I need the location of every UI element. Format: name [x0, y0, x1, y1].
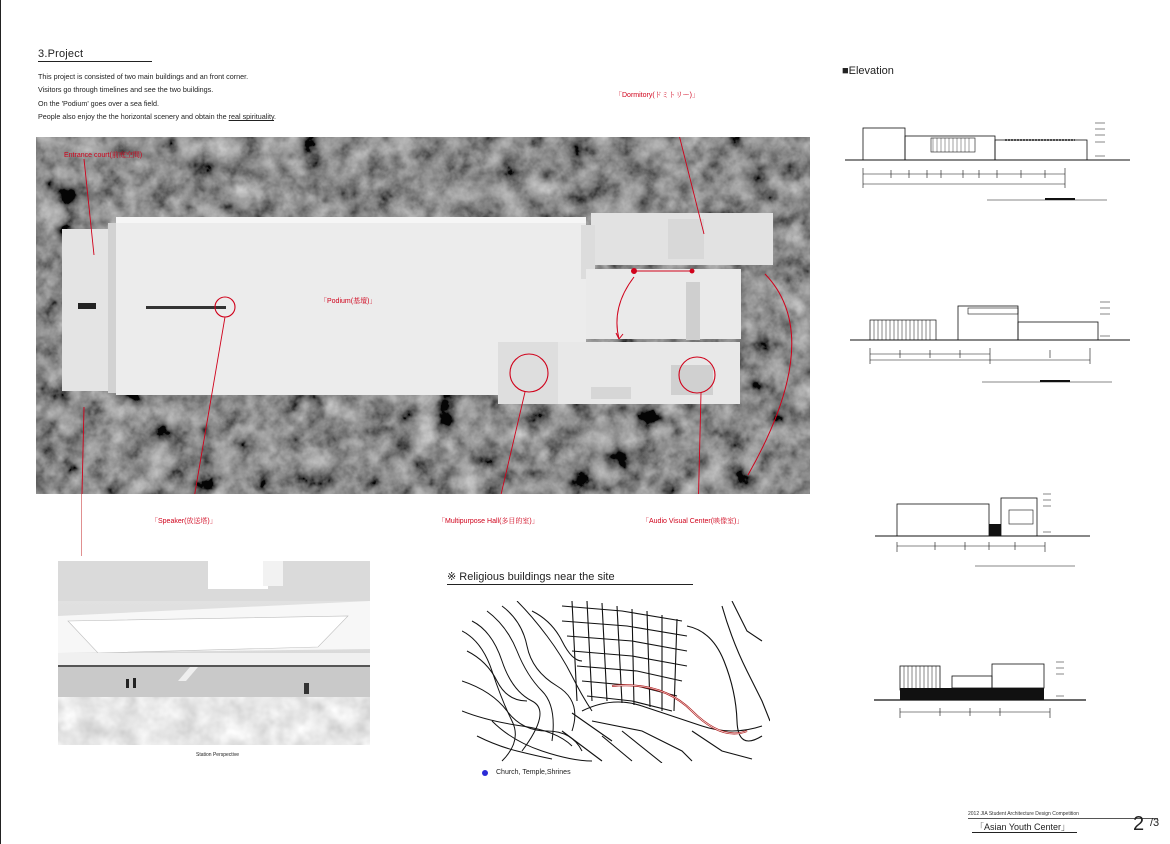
footer-project-title: 「Asian Youth Center」 — [975, 822, 1071, 832]
description-line-2: Visitors go through timelines and see the two buildings. — [38, 85, 214, 95]
map-legend-label: Church, Temple,Shrines — [496, 769, 571, 776]
annotation-dormitory: 「Dormitory(ドミトリー)」 — [615, 92, 699, 99]
leader-line — [81, 494, 82, 556]
elevation-drawing-3 — [875, 490, 1090, 570]
project-section-title: 3.Project — [38, 48, 84, 60]
description-line-1: This project is consisted of two main buildings and an front corner. — [38, 72, 249, 81]
annotation-entrance: Entrance court(前庭空間) — [64, 152, 143, 159]
page-total: /3 — [1150, 817, 1160, 829]
annotation-podium: 「Podium(基壇)」 — [320, 298, 377, 305]
map-section-title: ※ Religious buildings near the site — [447, 571, 615, 583]
site-area-map — [462, 601, 770, 763]
underlined-phrase: real spirituality — [228, 112, 275, 122]
site-model-photo — [36, 137, 810, 494]
elevation-drawing-1 — [845, 118, 1130, 206]
elevation-title: ■Elevation — [842, 65, 894, 77]
title-underline — [38, 61, 152, 62]
perspective-caption: Station Perspective — [196, 752, 240, 758]
legend-marker-icon — [482, 770, 488, 776]
footer-divider — [968, 818, 1158, 819]
footer-title-underline — [972, 832, 1077, 833]
project-description — [38, 70, 276, 124]
description-line-4: People also enjoy the the horizontal scenery and obtain the real spirituality. — [38, 112, 277, 122]
description-line-3: On the 'Podium' goes over a sea field. — [38, 98, 160, 108]
map-title-underline — [447, 584, 693, 585]
annotation-hall: 「Multipurpose Hall(多目的室)」 — [438, 518, 539, 525]
annotation-av-center: 「Audio Visual Center(映像室)」 — [642, 518, 744, 525]
page-number: 2 — [1133, 813, 1145, 835]
station-perspective-image — [58, 561, 370, 745]
annotation-speaker: 「Speaker(放送塔)」 — [151, 518, 217, 525]
elevation-drawing-4 — [870, 660, 1090, 730]
footer-subtitle: 2012 JIA Student Architecture Design Competition — [968, 811, 1079, 817]
entrance-block — [62, 229, 108, 391]
elevation-drawing-2 — [850, 298, 1130, 386]
